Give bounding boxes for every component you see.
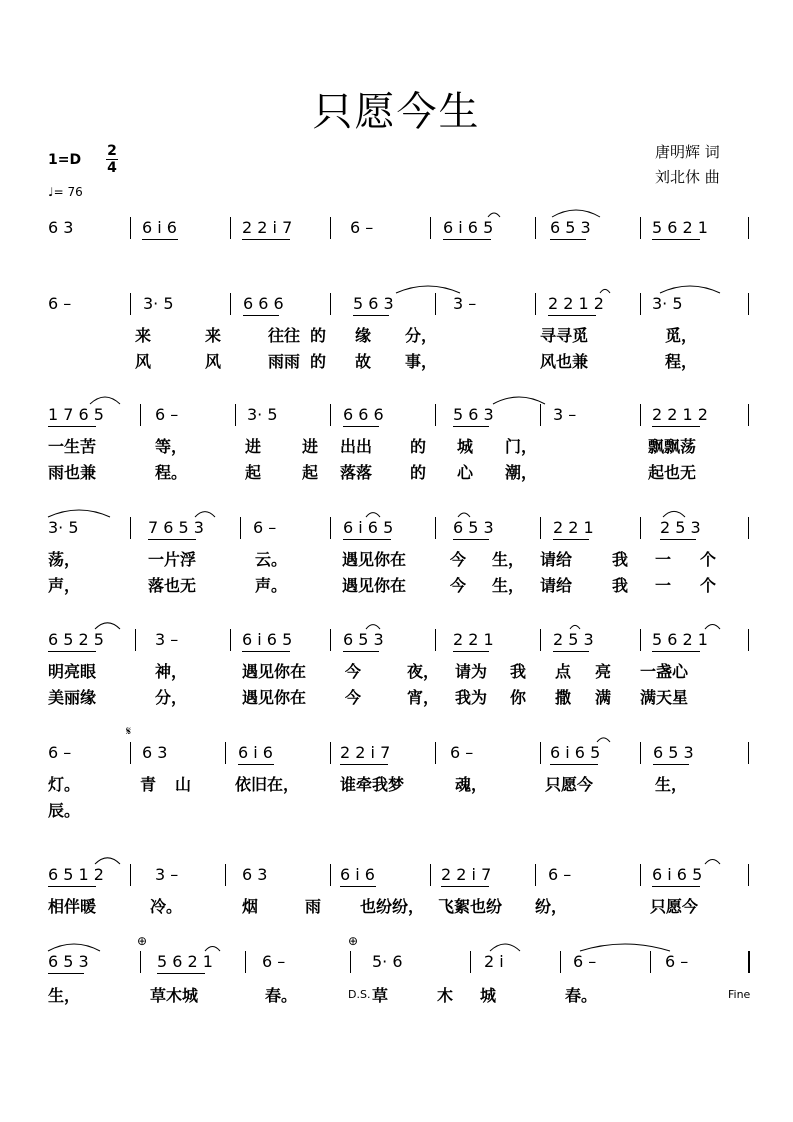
measure-notes: 5 6 2 1 [652, 218, 708, 237]
measure-notes: 2 2 1 [553, 518, 594, 537]
measure-notes: 6 – [155, 405, 179, 424]
lyric-syllable: 的 [310, 326, 327, 345]
lyric-syllable: 一生苦 [48, 437, 97, 456]
credits [655, 140, 720, 190]
ds-marker: D.S. [348, 988, 371, 1001]
lyric-syllable: 一片浮 [148, 550, 197, 569]
measure-notes: 6 i 6 5 [652, 865, 703, 884]
slur-arc [600, 289, 610, 293]
lyric-syllable: 春。 [565, 986, 598, 1005]
measure-notes: 2 5 3 [660, 518, 701, 537]
lyric-syllable: 今 [345, 688, 362, 707]
measure-notes: 5 6 2 1 [157, 952, 213, 971]
measure-notes: 5· 6 [372, 952, 403, 971]
lyric-syllable: 相伴暖 [48, 897, 97, 916]
lyric-syllable: 我 [510, 662, 527, 681]
measure-notes: 6 3 [142, 743, 168, 762]
measure-notes: 6 5 3 [48, 952, 89, 971]
slur-arc [490, 944, 520, 951]
lyric-syllable: 冷。 [150, 897, 183, 916]
measure-notes: 6 i 6 5 [343, 518, 394, 537]
time-sig-top: 2 [107, 143, 117, 159]
lyric-syllable: 撒 [555, 688, 572, 707]
lyric-syllable: 飘飘荡 [648, 437, 697, 456]
lyric-syllable: 明亮眼 [48, 662, 97, 681]
lyric-syllable: 辰。 [48, 801, 81, 820]
lyric-syllable: 草 [372, 986, 389, 1005]
slur-arc [396, 286, 460, 293]
measure-notes: 6 3 [48, 218, 74, 237]
lyric-syllable: 雨雨 [268, 352, 301, 371]
measure-notes: 6 5 3 [653, 743, 694, 762]
measure-notes: 6 – [48, 743, 72, 762]
quarter-note-icon: ♩ [48, 185, 54, 199]
measure-notes: 2 2 i 7 [242, 218, 293, 237]
measure-notes: 6 – [548, 865, 572, 884]
lyric-syllable: 也纷纷， [360, 897, 425, 916]
lyric-syllable: 青 [140, 775, 157, 794]
lyric-syllable: 出出 [340, 437, 373, 456]
slur-layer [0, 405, 793, 445]
lyric-syllable: 心 [457, 463, 474, 482]
lyric-syllable: 我为 [455, 688, 488, 707]
lyric-syllable: 声。 [255, 576, 288, 595]
lyric-syllable: 美丽缘 [48, 688, 97, 707]
slur-layer [0, 294, 793, 334]
measure-notes: 2 2 1 2 [548, 294, 604, 313]
lyric-syllable: 宵， [407, 688, 440, 707]
lyric-syllable: 遇见你在 [242, 662, 307, 681]
measure-notes: 3 – [155, 865, 179, 884]
slur-arc [663, 511, 685, 517]
measure-notes: 6 5 3 [453, 518, 494, 537]
key-signature: 1=D [48, 152, 82, 168]
lyric-syllable: 一 [655, 576, 672, 595]
lyric-syllable: 今 [345, 662, 362, 681]
measure-notes: 1 7 6 5 [48, 405, 104, 424]
lyric-syllable: 分， [405, 326, 438, 345]
lyric-syllable: 进 [245, 437, 262, 456]
slur-arc [705, 860, 720, 865]
slur-layer [0, 518, 793, 558]
lyric-syllable: 落落 [340, 463, 373, 482]
measure-notes: 6 6 6 [343, 405, 384, 424]
tempo-marking [48, 185, 83, 199]
lyric-syllable: 遇见你在 [242, 688, 307, 707]
lyric-syllable: 觅， [665, 326, 698, 345]
lyric-syllable: 木 [437, 986, 454, 1005]
measure-notes: 6 5 3 [550, 218, 591, 237]
measure-notes: 3 – [553, 405, 577, 424]
lyric-syllable: 雨 [305, 897, 322, 916]
coda-marker: ⊕ [137, 934, 148, 948]
measure-notes: 3· 5 [143, 294, 174, 313]
slur-arc [488, 213, 500, 217]
lyric-syllable: 门， [505, 437, 538, 456]
lyric-syllable: 山 [175, 775, 192, 794]
lyric-syllable: 谁牵我梦 [340, 775, 405, 794]
measure-notes: 6 – [350, 218, 374, 237]
slur-arc [493, 397, 545, 404]
lyric-syllable: 城 [457, 437, 474, 456]
lyric-syllable: 事， [405, 352, 438, 371]
measure-notes: 2 2 1 2 [652, 405, 708, 424]
measure-notes: 6 5 1 2 [48, 865, 104, 884]
lyric-syllable: 分， [155, 688, 188, 707]
lyric-syllable: 一 [655, 550, 672, 569]
lyric-syllable: 落也无 [148, 576, 197, 595]
measure-notes: 3 – [453, 294, 477, 313]
tempo-value: = 76 [53, 185, 83, 199]
lyric-syllable: 程。 [155, 463, 188, 482]
lyric-syllable: 请给 [540, 550, 573, 569]
slur-arc [95, 623, 120, 629]
lyric-syllable: 等， [155, 437, 188, 456]
lyric-syllable: 灯。 [48, 775, 81, 794]
measure-notes: 6 i 6 [238, 743, 273, 762]
slur-arc [597, 738, 610, 742]
lyric-syllable: 我 [612, 550, 629, 569]
lyric-syllable: 起 [302, 463, 319, 482]
lyric-syllable: 春。 [265, 986, 298, 1005]
measure-notes: 6 5 3 [343, 630, 384, 649]
measure-notes: 3· 5 [247, 405, 278, 424]
lyric-syllable: 风也兼 [540, 352, 589, 371]
slur-arc [366, 625, 380, 629]
lyric-syllable: 生， [492, 576, 525, 595]
lyric-syllable: 风 [135, 352, 152, 371]
lyric-syllable: 遇见你在 [342, 550, 407, 569]
segno-marker: 𝄋 [126, 724, 132, 738]
measure-notes: 2 2 1 [453, 630, 494, 649]
lyric-syllable: 请给 [540, 576, 573, 595]
lyric-syllable: 只愿今 [545, 775, 594, 794]
page-title: 只愿今生 [312, 89, 481, 135]
lyric-syllable: 夜， [407, 662, 440, 681]
measure-notes: 2 2 i 7 [340, 743, 391, 762]
slur-layer [0, 865, 793, 905]
lyric-syllable: 云。 [255, 550, 288, 569]
lyric-syllable: 飞絮也纷 [438, 897, 503, 916]
slur-layer [0, 218, 793, 258]
lyric-syllable: 满 [595, 688, 612, 707]
measure-notes: 6 – [262, 952, 286, 971]
measure-notes: 6 3 [242, 865, 268, 884]
measure-notes: 6 – [450, 743, 474, 762]
measure-notes: 5 6 2 1 [652, 630, 708, 649]
slur-arc [570, 625, 580, 629]
slur-arc [90, 397, 120, 404]
lyric-syllable: 今 [450, 576, 467, 595]
measure-notes: 2 i [484, 952, 504, 971]
measure-notes: 7 6 5 3 [148, 518, 204, 537]
measure-notes: 5 6 3 [453, 405, 494, 424]
slur-arc [705, 625, 720, 630]
slur-layer [0, 952, 793, 992]
measure-notes: 6 i 6 5 [242, 630, 293, 649]
measure-notes: 6 5 2 5 [48, 630, 104, 649]
measure-notes: 6 i 6 5 [443, 218, 494, 237]
lyric-syllable: 依旧在， [235, 775, 300, 794]
lyric-syllable: 潮， [505, 463, 538, 482]
lyric-syllable: 魂， [455, 775, 488, 794]
measure-notes: 2 5 3 [553, 630, 594, 649]
lyric-syllable: 起 [245, 463, 262, 482]
slur-arc [48, 944, 100, 951]
slur-arc [552, 210, 600, 217]
measure-notes: 6 – [665, 952, 689, 971]
lyric-syllable: 一盏心 [640, 662, 689, 681]
lyric-syllable: 纷， [535, 897, 568, 916]
measure-notes: 3· 5 [48, 518, 79, 537]
lyric-syllable: 的 [410, 437, 427, 456]
composer: 刘北休 曲 [655, 168, 720, 186]
coda-marker-2: ⊕ [348, 934, 359, 948]
measure-notes: 6 – [573, 952, 597, 971]
measure-notes: 5 6 3 [353, 294, 394, 313]
measure-notes: 6 i 6 [340, 865, 375, 884]
lyric-syllable: 今 [450, 550, 467, 569]
lyricist: 唐明辉 词 [655, 143, 720, 161]
lyric-syllable: 请为 [455, 662, 488, 681]
lyric-syllable: 个 [700, 550, 717, 569]
slur-arc [458, 513, 470, 517]
lyric-syllable: 往往 [268, 326, 301, 345]
lyric-syllable: 点 [555, 662, 572, 681]
measure-notes: 6 – [253, 518, 277, 537]
lyric-syllable: 烟 [242, 897, 259, 916]
slur-arc [660, 286, 720, 293]
lyric-syllable: 风 [205, 352, 222, 371]
lyric-syllable: 神， [155, 662, 188, 681]
slur-arc [195, 512, 215, 517]
lyric-syllable: 故 [355, 352, 372, 371]
lyric-syllable: 你 [510, 688, 527, 707]
lyric-syllable: 生， [492, 550, 525, 569]
measure-notes: 6 6 6 [243, 294, 284, 313]
slur-arc [95, 858, 120, 864]
lyric-syllable: 草木城 [150, 986, 199, 1005]
lyric-syllable: 起也无 [648, 463, 697, 482]
lyric-syllable: 程， [665, 352, 698, 371]
lyric-syllable: 城 [480, 986, 497, 1005]
lyric-syllable: 遇见你在 [342, 576, 407, 595]
measure-notes: 6 i 6 [142, 218, 177, 237]
lyric-syllable: 寻寻觅 [540, 326, 589, 345]
measure-notes: 6 i 6 5 [550, 743, 601, 762]
lyric-syllable: 缘 [355, 326, 372, 345]
measure-notes: 2 2 i 7 [441, 865, 492, 884]
lyric-syllable: 的 [310, 352, 327, 371]
lyric-syllable: 的 [410, 463, 427, 482]
lyric-syllable: 声， [48, 576, 81, 595]
slur-arc [580, 944, 670, 951]
lyric-syllable: 雨也兼 [48, 463, 97, 482]
measure-notes: 6 – [48, 294, 72, 313]
slur-arc [366, 513, 380, 517]
slur-layer [0, 630, 793, 670]
slur-arc [205, 947, 220, 952]
lyric-syllable: 我 [612, 576, 629, 595]
lyric-syllable: 只愿今 [650, 897, 699, 916]
time-sig-bottom: 4 [107, 160, 117, 176]
fine-marker: Fine [728, 988, 751, 1001]
lyric-syllable: 进 [302, 437, 319, 456]
lyric-syllable: 荡， [48, 550, 81, 569]
lyric-syllable: 生， [48, 986, 81, 1005]
lyric-syllable: 来 [205, 326, 222, 345]
measure-notes: 3· 5 [652, 294, 683, 313]
lyric-syllable: 亮 [595, 662, 612, 681]
lyric-syllable: 生， [655, 775, 688, 794]
lyric-syllable: 来 [135, 326, 152, 345]
measure-notes: 3 – [155, 630, 179, 649]
time-signature [106, 144, 118, 175]
slur-layer [0, 743, 793, 783]
slur-arc [48, 510, 110, 517]
lyric-syllable: 个 [700, 576, 717, 595]
lyric-syllable: 满天星 [640, 688, 689, 707]
